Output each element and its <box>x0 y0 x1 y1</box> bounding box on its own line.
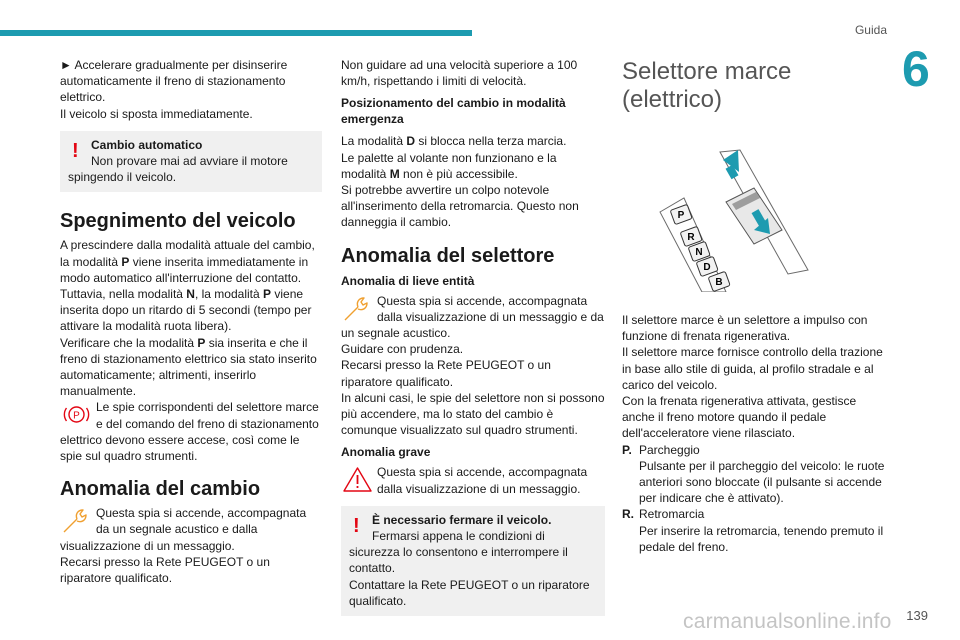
column-2 <box>341 57 605 616</box>
chapter-number: 6 <box>902 41 930 97</box>
parking-brake-icon <box>60 400 93 429</box>
warning-exclamation-icon: ! <box>72 139 79 162</box>
page-number: 139 <box>906 608 928 623</box>
spegnimento-indicator-paragraph: P Le spie corrispondenti del selettore marce e del comando del freno di stazionamento elettrico devono essere accese, così come le spie sul quadro strumenti. <box>60 400 319 464</box>
cambio-paragraph-2: Recarsi presso la Rete PEUGEOT o un riparatore qualificato. <box>60 554 270 586</box>
list-text: Pulsante per il parcheggio del veicolo: le ruote anteriori sono bloccate (il pulsante si accende per indicare che è attivato). <box>639 458 885 506</box>
list-title: Retromarcia <box>639 507 705 522</box>
list-title: Parcheggio <box>639 442 700 457</box>
svg-text:P: P <box>73 410 80 422</box>
lieve-paragraph-3: Recarsi presso la Rete PEUGEOT o un riparatore qualificato. <box>341 358 551 389</box>
grave-warning-paragraph: Questa spia si accende, accompagnata dalla visualizzazione di un messaggio. <box>341 464 605 496</box>
selector-label-p: P <box>677 210 685 221</box>
heading-emergenza: Posizionamento del cambio in modalità emergenza <box>341 96 566 127</box>
selector-label-d: D <box>703 262 711 273</box>
selector-label-n: N <box>695 247 703 258</box>
note-text-1: Fermarsi appena le condizioni di sicurezza lo consentono e interrompere il contatto. <box>349 529 568 576</box>
lieve-warning-paragraph: Questa spia si accende, accompagnata dalla visualizzazione di un messaggio e da un segnale acustico. <box>341 293 604 341</box>
spegnimento-paragraph-2: Tuttavia, nella modalità N, la modalità P viene inserita dopo un ritardo di 5 secondi (tempo per attivare la modalità ruota libera). <box>60 287 312 334</box>
wrench-warning-icon <box>341 294 374 323</box>
cambio-warning-paragraph: Questa spia si accende, accompagnata da un segnale acustico e dalla visualizzazione di un messaggio. <box>60 506 307 553</box>
column-3 <box>622 58 892 555</box>
wrench-warning-icon <box>60 506 93 535</box>
list-text: Per inserire la retromarcia, tenendo premuto il pedale del freno. <box>639 523 884 554</box>
selector-paragraph-3: Con la frenata rigenerativa attivata, gestisce anche il freno motore quando il pedale dell'acceleratore viene rilasciato. <box>622 394 857 441</box>
heading-anomalia-selettore: Anomalia del selettore <box>341 244 555 267</box>
header-accent-bar <box>0 30 472 36</box>
section-name: Guida <box>854 23 887 37</box>
warning-triangle-icon <box>341 465 374 494</box>
selector-description <box>622 312 892 555</box>
speed-limit-paragraph: Non guidare ad una velocità superiore a 100 km/h, rispettando i limiti di velocità. <box>341 58 578 89</box>
intro-text: Il veicolo si sposta immediatamente. <box>60 106 253 121</box>
spegnimento-paragraph-3: Verificare che la modalità P sia inserita e che il freno di stazionamento elettrico sia stato inserito automaticamente; altrimenti, inserirlo manualmente. <box>60 335 317 399</box>
spegnimento-paragraph-1: A prescindere dalla modalità attuale del cambio, la modalità P viene inserita immediatamente in modo automatico all'interruzione del contatto. <box>60 238 315 285</box>
emergenza-paragraph-3: Si potrebbe avvertire un colpo notevole all'inserimento della retromarcia. Questo non danneggia il cambio. <box>341 183 579 230</box>
lieve-paragraph-4: In alcuni casi, le spie del selettore non si possono più accendere, ma lo stato del cambio è comunque visualizzato sul quadro strumenti. <box>341 390 605 438</box>
note-title: Cambio automatico <box>91 137 203 152</box>
selector-label-r: R <box>687 232 695 243</box>
emergenza-paragraph-2: Le palette al volante non funzionano e la modalità M non è più accessibile. <box>341 150 557 181</box>
lieve-paragraph-2: Guidare con prudenza. <box>341 342 464 357</box>
heading-selettore: Selettore marce (elettrico) <box>622 58 792 113</box>
gear-selector-illustration <box>622 122 892 292</box>
emergenza-paragraph-1: La modalità D si blocca nella terza marcia. <box>341 134 567 149</box>
note-stop-vehicle <box>341 506 605 616</box>
heading-anomalia-cambio: Anomalia del cambio <box>60 478 261 501</box>
list-item-reverse <box>622 506 892 555</box>
selector-paragraph-1: Il selettore marce è un selettore a impulso con funzione di frenata rigenerativa. <box>622 313 868 344</box>
column-1 <box>60 57 322 586</box>
warning-exclamation-icon: ! <box>353 514 360 537</box>
selector-label-b: B <box>715 277 723 288</box>
intro-step: ► Accelerare gradualmente per disinserire automaticamente il freno di stazionamento elettrico. <box>60 58 288 105</box>
note-automatic-gearbox <box>60 131 322 193</box>
heading-grave: Anomalia grave <box>341 445 431 460</box>
heading-lieve: Anomalia di lieve entità <box>341 273 475 288</box>
heading-spegnimento: Spegnimento del veicolo <box>60 210 296 233</box>
watermark: carmanualsonline.info <box>683 610 892 633</box>
note-text-2: Contattare la Rete PEUGEOT o un riparatore qualificato. <box>349 577 590 608</box>
selector-paragraph-2: Il selettore marce fornisce controllo della trazione in base allo stile di guida, al profilo stradale e al carico del veicolo. <box>622 345 883 392</box>
list-label: R. <box>622 507 634 522</box>
note-text: Non provare mai ad avviare il motore spingendo il veicolo. <box>68 154 288 185</box>
note-title: È necessario fermare il veicolo. <box>372 512 552 527</box>
list-item-parking <box>622 442 892 507</box>
list-label: P. <box>622 442 632 457</box>
